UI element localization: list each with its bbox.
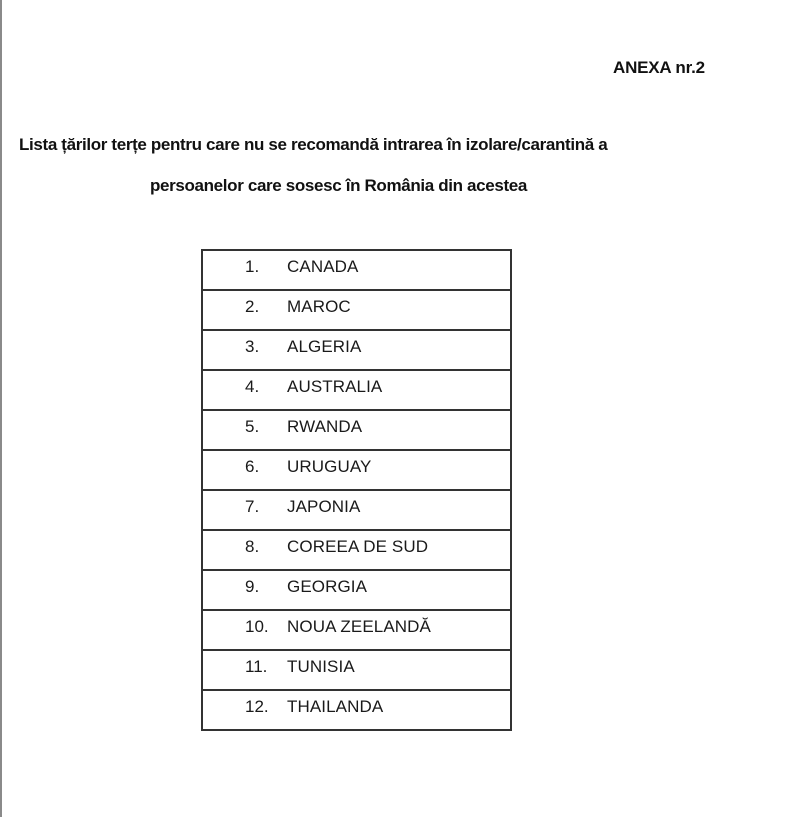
row-number: 4. <box>245 377 260 396</box>
country-cell <box>202 530 511 570</box>
country-cell <box>202 330 511 370</box>
table-row <box>202 490 511 530</box>
country-cell <box>202 450 511 490</box>
table-row <box>202 290 511 330</box>
row-number: 8. <box>245 537 260 556</box>
table-row <box>202 450 511 490</box>
row-number: 5. <box>245 417 260 436</box>
country-cell <box>202 410 511 450</box>
row-number: 12. <box>245 697 269 716</box>
country-cell <box>202 490 511 530</box>
row-number: 2. <box>245 297 260 316</box>
table-row <box>202 330 511 370</box>
country-name: COREEA DE SUD <box>287 537 429 556</box>
table-row <box>202 570 511 610</box>
table-row <box>202 610 511 650</box>
row-number: 1. <box>245 257 260 276</box>
table-row <box>202 370 511 410</box>
annex-label: ANEXA nr.2 <box>613 58 705 77</box>
table-row <box>202 250 511 290</box>
country-cell <box>202 250 511 290</box>
country-name: JAPONIA <box>287 497 361 516</box>
table-row <box>202 650 511 690</box>
country-name: MAROC <box>287 297 351 316</box>
country-cell <box>202 290 511 330</box>
row-number: 11. <box>245 657 268 676</box>
country-name: NOUA ZEELANDĂ <box>287 617 431 636</box>
country-name: URUGUAY <box>287 457 372 476</box>
country-name: AUSTRALIA <box>287 377 383 396</box>
country-name: THAILANDA <box>287 697 384 716</box>
country-cell <box>202 570 511 610</box>
country-cell <box>202 610 511 650</box>
document-title-line-1: Lista țărilor terțe pentru care nu se recomandă intrarea în izolare/carantină a <box>19 135 608 154</box>
country-cell <box>202 690 511 730</box>
row-number: 6. <box>245 457 260 476</box>
row-number: 10. <box>245 617 269 636</box>
table-row <box>202 410 511 450</box>
table-row <box>202 530 511 570</box>
country-name: CANADA <box>287 257 359 276</box>
countries-table <box>201 249 512 731</box>
row-number: 3. <box>245 337 260 356</box>
country-name: ALGERIA <box>287 337 362 356</box>
document-title-line-2: persoanelor care sosesc în România din acestea <box>150 176 527 195</box>
row-number: 9. <box>245 577 260 596</box>
country-name: GEORGIA <box>287 577 368 596</box>
table-row <box>202 690 511 730</box>
country-name: RWANDA <box>287 417 363 436</box>
country-cell <box>202 650 511 690</box>
row-number: 7. <box>245 497 260 516</box>
country-cell <box>202 370 511 410</box>
country-name: TUNISIA <box>287 657 355 676</box>
page-left-edge <box>0 0 2 817</box>
